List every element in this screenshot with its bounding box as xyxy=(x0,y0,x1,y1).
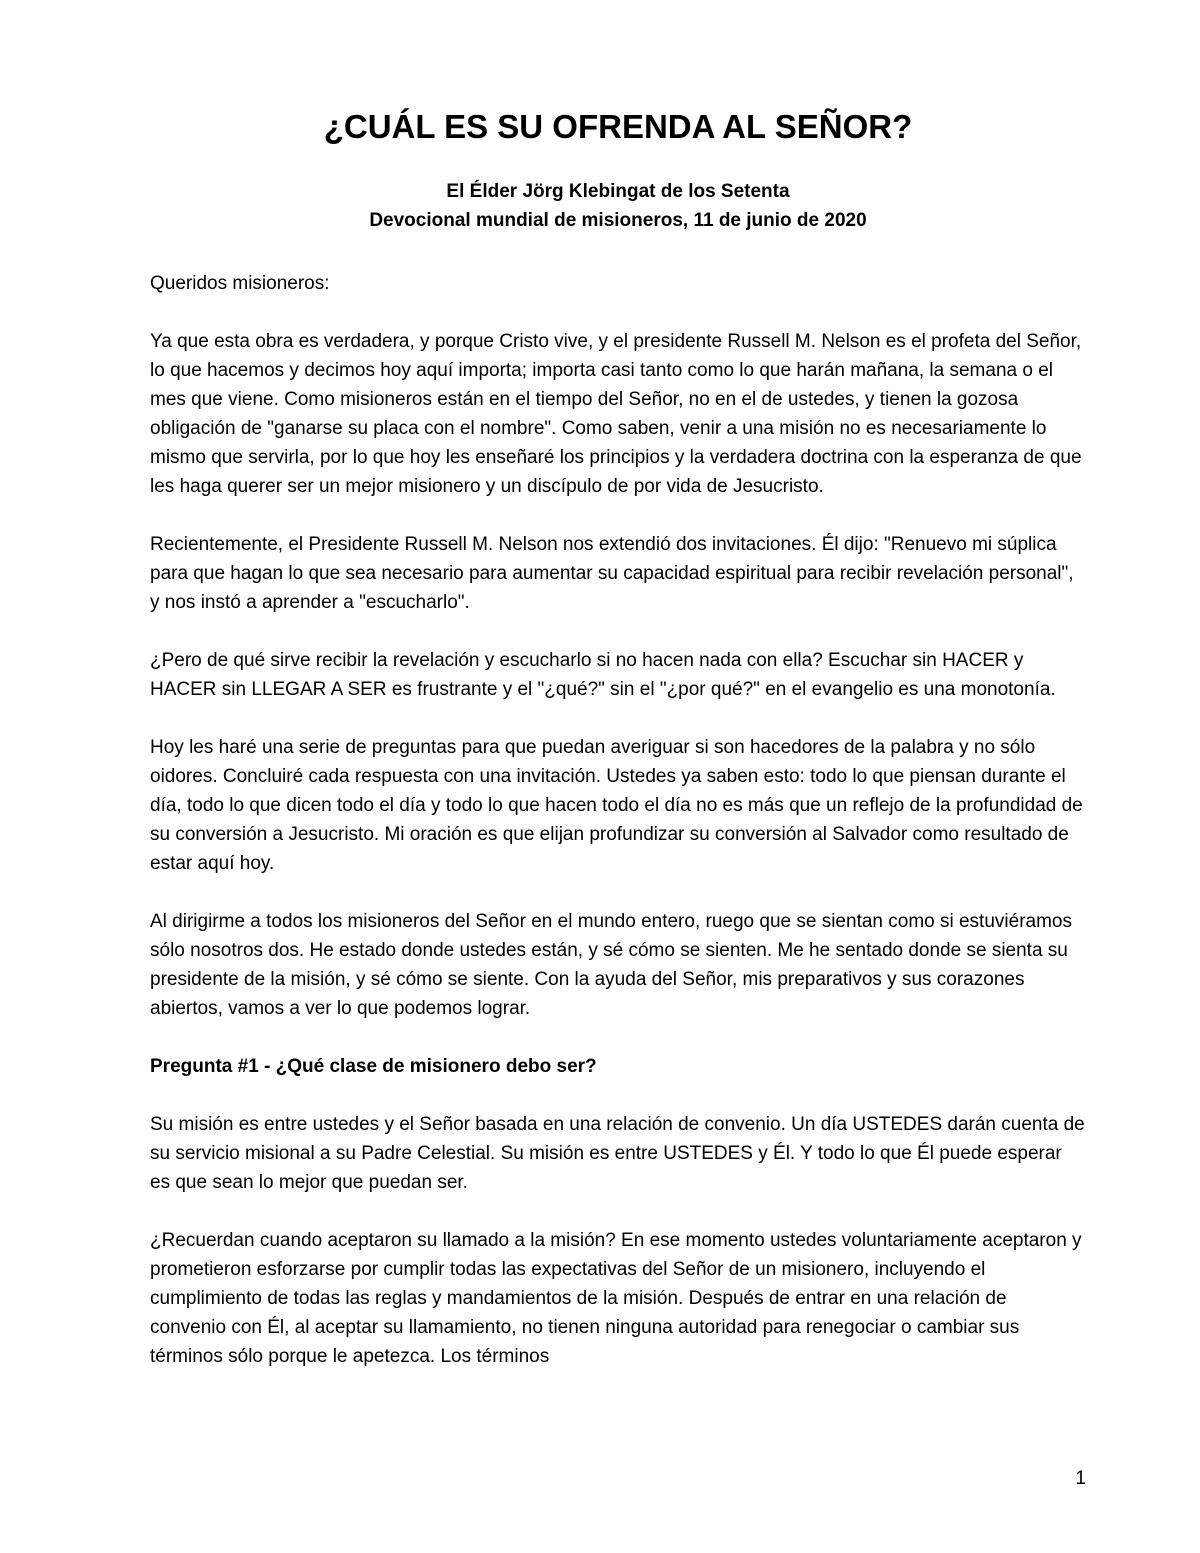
paragraph: Al dirigirme a todos los misioneros del Señor en el mundo entero, ruego que se sientan como si estuviéramos sólo nosotros dos. He estado donde ustedes están, y sé cómo se sienten. Me he sentado donde se sienta su presidente de la misión, y sé cómo se siente. Con la ayuda del Señor, mis preparativos y sus corazones abiertos, vamos a ver lo que podemos lograr. xyxy=(150,911,1072,1019)
author-line: El Élder Jörg Klebingat de los Setenta xyxy=(446,181,790,202)
paragraph: ¿Recuerdan cuando aceptaron su llamado a la misión? En ese momento ustedes voluntariamente aceptaron y prometieron esforzarse por cumplir todas las expectativas del Señor de un misionero, incluyendo el cumplimiento de todas las reglas y mandamientos de la misión. Después de entrar en una relación de convenio con Él, al aceptar su llamamiento, no tienen ninguna autoridad para renegociar o cambiar sus términos sólo porque le apetezca. Los términos xyxy=(150,1230,1082,1367)
paragraph: Su misión es entre ustedes y el Señor basada en una relación de convenio. Un día USTEDES darán cuenta de su servicio misional a su Padre Celestial. Su misión es entre USTEDES y Él. Y todo lo que Él puede esperar es que sean lo mejor que puedan ser. xyxy=(150,1114,1085,1193)
question-heading: Pregunta #1 - ¿Qué clase de misionero debo ser? xyxy=(150,1056,597,1077)
document-body xyxy=(150,105,1086,1371)
paragraph: Ya que esta obra es verdadera, y porque Cristo vive, y el presidente Russell M. Nelson es el profeta del Señor, lo que hacemos y decimos hoy aquí importa; importa casi tanto como lo que harán mañana, la semana o el mes que viene. Como misioneros están en el tiempo del Señor, no en el de ustedes, y tienen la gozosa obligación de "ganarse su placa con el nombre". Como saben, venir a una misión no es necesariamente lo mismo que servirla, por lo que hoy les enseñaré los principios y la verdadera doctrina con la esperanza de que les haga querer ser un mejor misionero y un discípulo de por vida de Jesucristo. xyxy=(150,331,1082,497)
document-title: ¿CUÁL ES SU OFRENDA AL SEÑOR? xyxy=(323,108,913,145)
paragraph: Hoy les haré una serie de preguntas para que puedan averiguar si son hacedores de la palabra y no sólo oidores. Concluiré cada respuesta con una invitación. Ustedes ya saben esto: todo lo que piensan durante el día, todo lo que dicen todo el día y todo lo que hacen todo el día no es más que un reflejo de la profundidad de su conversión a Jesucristo. Mi oración es que elijan profundizar su conversión al Salvador como resultado de estar aquí hoy. xyxy=(150,737,1083,874)
event-line: Devocional mundial de misioneros, 11 de junio de 2020 xyxy=(369,210,867,231)
greeting: Queridos misioneros: xyxy=(150,273,330,294)
paragraph: ¿Pero de qué sirve recibir la revelación y escucharlo si no hacen nada con ella? Escuchar sin HACER y HACER sin LLEGAR A SER es frustrante y el "¿qué?" sin el "¿por qué?" en el evangelio es una monotonía. xyxy=(150,650,1056,700)
paragraph: Recientemente, el Presidente Russell M. Nelson nos extendió dos invitaciones. Él dijo: "Renuevo mi súplica para que hagan lo que sea necesario para aumentar su capacidad espiritual para recibir revelación personal", y nos instó a aprender a "escucharlo". xyxy=(150,534,1074,613)
page-number: 1 xyxy=(1075,1468,1086,1489)
